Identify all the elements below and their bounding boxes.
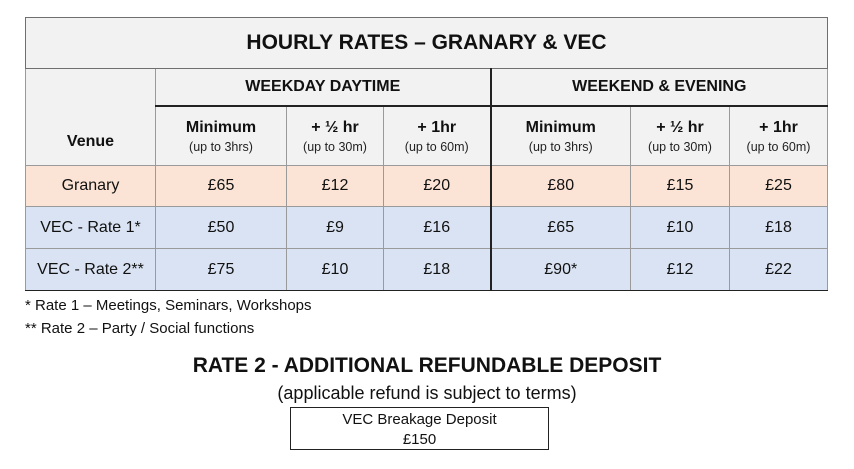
weekday-half-hour-header: [287, 106, 384, 166]
weekend-half-hour-header: [631, 106, 730, 166]
weekday-minimum-header: [156, 106, 287, 166]
sub-header-label: Minimum: [525, 118, 596, 136]
sub-header-label: + 1hr: [417, 118, 457, 136]
table-row: [26, 207, 828, 249]
weekday-daytime-header: WEEKDAY DAYTIME: [156, 69, 491, 107]
sub-header-hint: (up to 30m): [303, 139, 367, 154]
rate-cell: £10: [287, 249, 384, 291]
footnote-rate-2: ** Rate 2 – Party / Social functions: [25, 320, 255, 337]
rate-cell: £9: [287, 207, 384, 249]
table-row: [26, 166, 828, 207]
venue-cell: VEC - Rate 2**: [26, 249, 156, 291]
table-row: [26, 249, 828, 291]
deposit-box: [290, 407, 549, 450]
sub-header-label: + 1hr: [759, 118, 798, 136]
rate-cell: £12: [287, 166, 384, 207]
sub-header-hint: (up to 3hrs): [189, 139, 253, 154]
footnotes: [25, 294, 312, 340]
weekend-one-hour-header: [730, 106, 828, 166]
rate-cell: £10: [631, 207, 730, 249]
sub-header-hint: (up to 30m): [648, 139, 712, 154]
sub-header-label: Minimum: [185, 118, 257, 136]
deposit-heading: RATE 2 - ADDITIONAL REFUNDABLE DEPOSIT: [192, 354, 662, 377]
sub-header-label: + ½ hr: [656, 118, 704, 136]
rate-cell: £20: [384, 166, 491, 207]
rate-cell: £50: [156, 207, 287, 249]
rate-cell: £18: [730, 207, 828, 249]
rate-cell: £15: [631, 166, 730, 207]
weekday-one-hour-header: [384, 106, 491, 166]
rate-cell: £90*: [491, 249, 631, 291]
table-title: HOURLY RATES – GRANARY & VEC: [26, 18, 828, 69]
weekend-evening-header: WEEKEND & EVENING: [491, 69, 828, 107]
rate-cell: £22: [730, 249, 828, 291]
rate-cell: £18: [384, 249, 491, 291]
rate-cell: £80: [491, 166, 631, 207]
sub-header-hint: (up to 60m): [404, 139, 469, 154]
deposit-label: VEC Breakage Deposit: [342, 411, 497, 428]
deposit-amount: £150: [402, 431, 437, 448]
hourly-rates-table: [25, 17, 828, 291]
sub-header-hint: (up to 60m): [746, 139, 811, 154]
rate-cell: £75: [156, 249, 287, 291]
rate-cell: £12: [631, 249, 730, 291]
sub-header-hint: (up to 3hrs): [528, 139, 593, 154]
rate-cell: £65: [156, 166, 287, 207]
sub-header-label: + ½ hr: [311, 118, 359, 136]
rate-cell: £25: [730, 166, 828, 207]
venue-column-header: Venue: [26, 69, 156, 166]
deposit-subheading: (applicable refund is subject to terms): [277, 383, 577, 403]
venue-cell: Granary: [26, 166, 156, 207]
footnote-rate-1: * Rate 1 – Meetings, Seminars, Workshops: [25, 297, 312, 314]
venue-cell: VEC - Rate 1*: [26, 207, 156, 249]
weekend-minimum-header: [491, 106, 631, 166]
rate-cell: £65: [491, 207, 631, 249]
rate-cell: £16: [384, 207, 491, 249]
